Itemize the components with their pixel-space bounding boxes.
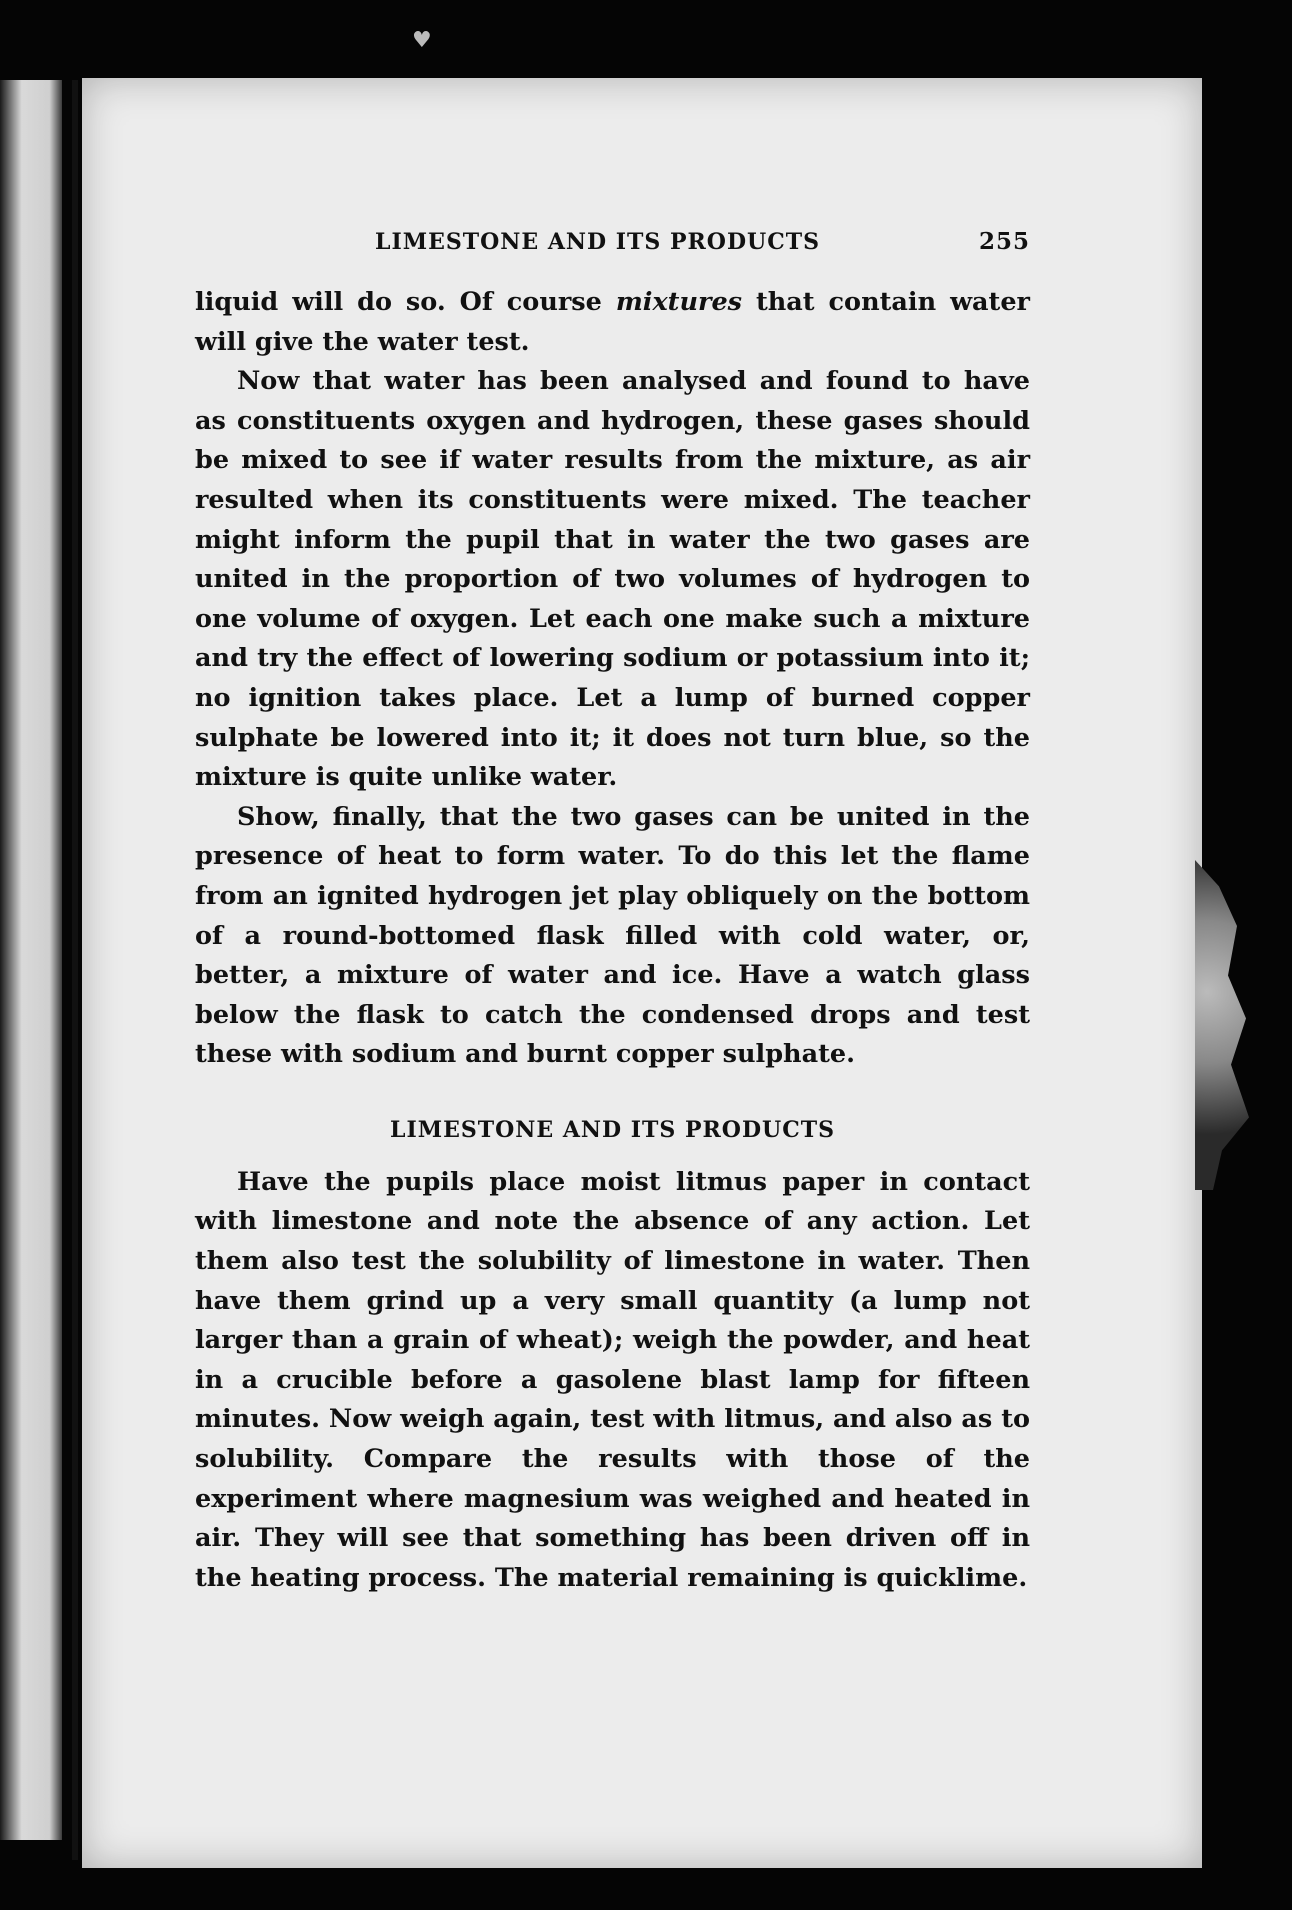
paragraph-limestone: Have the pupils place moist litmus paper in contact with limestone and note the absence of any action. Let them also test the solubility of limestone in water. Then have them grind up a very small quantity (a lump not larger than a grain of wheat); weigh the powder, and heat in a crucible before a gasolene blast lamp for fifteen minutes. Now weigh again, test with litmus, and also as to solubility. Compare the results with those of the experiment where magnesium was weighed and heated in air. They will see that something has been driven off in the heating process. The material remaining is quicklime. (195, 1166, 1030, 1593)
section-heading: LIMESTONE AND ITS PRODUCTS (390, 1116, 835, 1143)
running-head-title: LIMESTONE AND ITS PRODUCTS (375, 229, 820, 255)
paragraph-water-analysis: Now that water has been analysed and found to have as constituents oxygen and hydrogen, these gases should be mixed to see if water results from the mixture, as air resulted when its constituents were mixed. The teacher might inform the pupil that in water the two gases are united in the proportion of two volumes of hydrogen to one volume of oxygen. Let each one make such a mixture and try the effect of lowering sodium or potassium into it; no ignition takes place. Let a lump of burned copper sulphate be lowered into it; it does not turn blue, so the mixture is quite unlike water. (195, 366, 1030, 793)
top-scan-mark: ♥ (412, 28, 432, 53)
running-header (375, 228, 1030, 255)
page-number: 255 (978, 228, 1030, 255)
paragraph-form-water: Show, finally, that the two gases can be united in the presence of heat to form water. To do this let the flame from an ignited hydrogen jet play obliquely on the bottom of a round-bottomed flask filled with cold water, or, better, a mixture of water and ice. Have a watch glass below the flask to catch the condensed drops and test these with sodium and burnt copper sulphate. (195, 801, 1030, 1070)
torn-page-edge (1195, 860, 1255, 1190)
emphasized-word: mixtures (615, 287, 743, 317)
binding-strip (0, 80, 62, 1840)
page-text (195, 228, 1030, 1598)
binding-edge (72, 80, 78, 1860)
paragraph-continued (195, 283, 1030, 362)
paragraph-text: liquid will do so. Of course (195, 287, 616, 317)
paragraph-text: that contain water will give the water test. (195, 287, 1030, 357)
